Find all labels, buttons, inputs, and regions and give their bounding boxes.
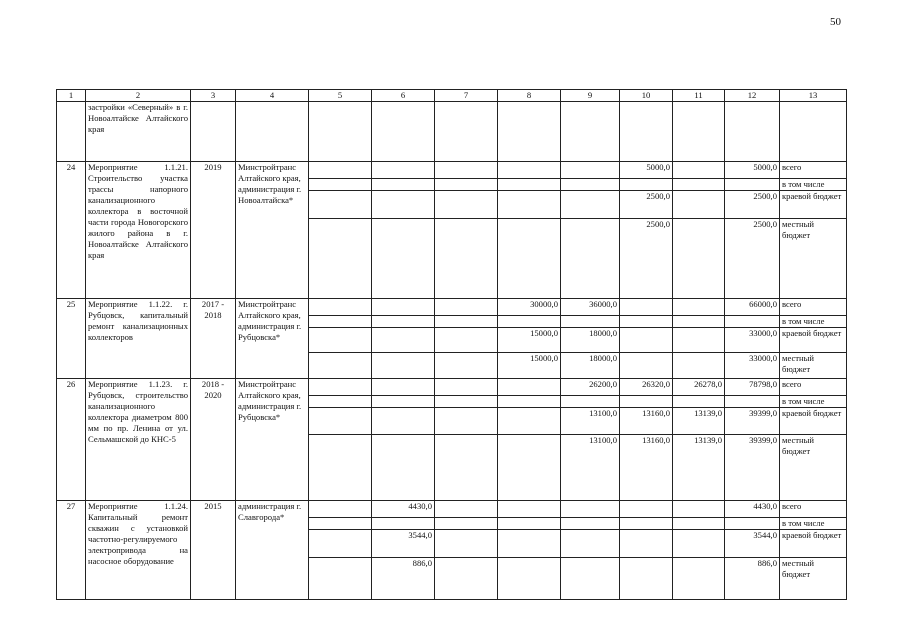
amount-cell-c6 <box>372 162 435 179</box>
amount-cell-c6 <box>372 379 435 396</box>
amount-cell-c12: 39399,0 <box>725 408 780 435</box>
amount-cell-c8 <box>498 191 561 219</box>
header-cell: 1 <box>57 90 86 102</box>
amount-cell-c10: 2500,0 <box>620 219 673 299</box>
funding-source: всего <box>780 379 847 396</box>
page-number: 50 <box>830 16 841 28</box>
amount-cell-c9 <box>561 530 620 558</box>
amount-cell-c7 <box>435 162 498 179</box>
amount-cell-c9 <box>561 179 620 191</box>
header-cell: 5 <box>309 90 372 102</box>
amount-cell-c8 <box>498 518 561 530</box>
amount-cell-c11 <box>673 530 725 558</box>
header-cell: 2 <box>86 90 191 102</box>
funding-source: краевой бюджет <box>780 408 847 435</box>
header-cell: 9 <box>561 90 620 102</box>
amount-cell-c5 <box>309 353 372 379</box>
amount-cell-c6 <box>372 299 435 316</box>
amount-cell-c5 <box>309 408 372 435</box>
amount-cell-c8 <box>498 501 561 518</box>
amount-cell-c10 <box>620 518 673 530</box>
amount-cell-c5 <box>309 162 372 179</box>
amount-cell-c9 <box>561 501 620 518</box>
amount-cell-c9 <box>561 518 620 530</box>
row-number-cell: 26 <box>57 379 86 501</box>
amount-cell-c9: 13100,0 <box>561 408 620 435</box>
funding-source: всего <box>780 162 847 179</box>
amount-cell-c9 <box>561 316 620 328</box>
measure-years: 2017 - 2018 <box>191 299 236 379</box>
amount-cell-c12 <box>725 518 780 530</box>
amount-cell-c11 <box>673 353 725 379</box>
amount-cell-c6 <box>372 328 435 353</box>
amount-cell-c9 <box>561 558 620 600</box>
amount-cell-c9 <box>561 191 620 219</box>
amount-cell-c6 <box>372 353 435 379</box>
amount-cell-c5 <box>309 179 372 191</box>
funding-source: в том числе <box>780 316 847 328</box>
amount-cell-c7 <box>435 501 498 518</box>
amount-cell-c11 <box>673 396 725 408</box>
amount-cell-c11 <box>673 299 725 316</box>
row-number-cell <box>57 102 86 162</box>
amount-cell-c12 <box>725 179 780 191</box>
amount-cell-c7 <box>435 316 498 328</box>
row-number-cell: 27 <box>57 501 86 600</box>
amount-cell-c6: 3544,0 <box>372 530 435 558</box>
amount-cell-c7 <box>435 408 498 435</box>
amount-cell-c7 <box>435 396 498 408</box>
amount-cell-c11 <box>673 558 725 600</box>
amount-cell-c7 <box>435 353 498 379</box>
amount-cell-c10 <box>620 558 673 600</box>
amount-cell-c9: 18000,0 <box>561 353 620 379</box>
amount-cell-c6 <box>372 396 435 408</box>
amount-cell-c6 <box>372 191 435 219</box>
amount-cell-c8 <box>498 530 561 558</box>
measure-name: Мероприятие 1.1.24. Капитальный ремонт скважин с установкой частотно-регулируемого электропривода на насосное оборудование <box>86 501 191 600</box>
amount-cell-c9 <box>561 162 620 179</box>
header-cell: 6 <box>372 90 435 102</box>
amount-cell-c12: 2500,0 <box>725 191 780 219</box>
amount-cell-c7 <box>435 328 498 353</box>
amount-cell-c10 <box>620 179 673 191</box>
amount-cell-c5 <box>309 558 372 600</box>
amount-cell-c6: 4430,0 <box>372 501 435 518</box>
measure-years: 2019 <box>191 162 236 299</box>
amount-cell-c6: 886,0 <box>372 558 435 600</box>
measure-executor: Минстройтранс Алтайского края, администрация г. Рубцовска* <box>236 379 309 501</box>
amount-cell-c12: 66000,0 <box>725 299 780 316</box>
amount-cell-c5 <box>309 501 372 518</box>
continuation-row <box>57 102 847 162</box>
measure-name: застройки «Северный» в г. Новоалтайске Алтайского края <box>86 102 191 162</box>
amount-cell-c11 <box>673 328 725 353</box>
amount-cell-c11 <box>673 518 725 530</box>
amount-cell-c7 <box>435 299 498 316</box>
measure-executor: администрация г. Славгорода* <box>236 501 309 600</box>
column-number-header <box>57 90 847 102</box>
amount-cell-c11 <box>673 219 725 299</box>
measure-name: Мероприятие 1.1.21. Строительство участка трассы напорного канализационного коллектора в восточной части города Новогорского жилого района в г. Новоалтайске Алтайского края <box>86 162 191 299</box>
table-row <box>57 162 847 179</box>
amount-cell-c11: 13139,0 <box>673 408 725 435</box>
amount-cell-c12: 886,0 <box>725 558 780 600</box>
amount-cell-c8 <box>498 179 561 191</box>
amount-cell-c12: 33000,0 <box>725 328 780 353</box>
funding-source: краевой бюджет <box>780 191 847 219</box>
funding-source: в том числе <box>780 179 847 191</box>
amount-cell-c11 <box>673 191 725 219</box>
amount-cell-c6 <box>372 408 435 435</box>
funding-source: в том числе <box>780 518 847 530</box>
header-cell: 11 <box>673 90 725 102</box>
amount-cell-c5 <box>309 396 372 408</box>
amount-cell-c11 <box>673 501 725 518</box>
amount-cell-c6 <box>372 316 435 328</box>
amount-cell-c12: 78798,0 <box>725 379 780 396</box>
header-cell: 12 <box>725 90 780 102</box>
amount-cell-c8 <box>498 316 561 328</box>
amount-cell-c8 <box>498 435 561 501</box>
amount-cell-c12: 3544,0 <box>725 530 780 558</box>
amount-cell-c10 <box>620 530 673 558</box>
amount-cell-c6 <box>372 435 435 501</box>
amount-cell-c7 <box>435 379 498 396</box>
funding-source: всего <box>780 299 847 316</box>
amount-cell-c7 <box>435 435 498 501</box>
table-row <box>57 299 847 316</box>
amount-cell-c10: 26320,0 <box>620 379 673 396</box>
measure-executor: Минстройтранс Алтайского края, администрация г. Новоалтайска* <box>236 162 309 299</box>
header-cell: 3 <box>191 90 236 102</box>
table-row <box>57 379 847 396</box>
amount-cell-c10 <box>620 501 673 518</box>
program-measures-table <box>56 89 847 600</box>
header-cell: 4 <box>236 90 309 102</box>
amount-cell-c9: 26200,0 <box>561 379 620 396</box>
measure-name: Мероприятие 1.1.22. г. Рубцовск, капитальный ремонт канализационных коллекторов <box>86 299 191 379</box>
row-number-cell: 24 <box>57 162 86 299</box>
amount-cell-c10: 13160,0 <box>620 408 673 435</box>
amount-cell-c10 <box>620 299 673 316</box>
funding-source: всего <box>780 501 847 518</box>
amount-cell-c11 <box>673 179 725 191</box>
amount-cell-c11 <box>673 162 725 179</box>
header-cell: 8 <box>498 90 561 102</box>
header-cell: 10 <box>620 90 673 102</box>
amount-cell-c12: 2500,0 <box>725 219 780 299</box>
amount-cell-c8 <box>498 219 561 299</box>
amount-cell-c12 <box>725 316 780 328</box>
measure-name: Мероприятие 1.1.23. г. Рубцовск, строительство канализационного коллектора диаметром 800 мм по пр. Ленина от ул. Сельмашской до КНС-5 <box>86 379 191 501</box>
funding-source: краевой бюджет <box>780 530 847 558</box>
amount-cell-c9: 18000,0 <box>561 328 620 353</box>
amount-cell-c11: 26278,0 <box>673 379 725 396</box>
amount-cell-c5 <box>309 191 372 219</box>
amount-cell-c6 <box>372 518 435 530</box>
funding-source: краевой бюджет <box>780 328 847 353</box>
amount-cell-c5 <box>309 379 372 396</box>
amount-cell-c10: 2500,0 <box>620 191 673 219</box>
amount-cell-c9 <box>561 219 620 299</box>
amount-cell-c8 <box>498 408 561 435</box>
amount-cell-c9: 13100,0 <box>561 435 620 501</box>
amount-cell-c12: 33000,0 <box>725 353 780 379</box>
funding-source: местный бюджет <box>780 558 847 600</box>
amount-cell-c6 <box>372 219 435 299</box>
amount-cell-c12 <box>725 396 780 408</box>
amount-cell-c11 <box>673 316 725 328</box>
funding-source: местный бюджет <box>780 353 847 379</box>
amount-cell-c7 <box>435 558 498 600</box>
funding-source: местный бюджет <box>780 435 847 501</box>
amount-cell-c11: 13139,0 <box>673 435 725 501</box>
amount-cell-c8 <box>498 162 561 179</box>
funding-source: местный бюджет <box>780 219 847 299</box>
amount-cell-c9 <box>561 396 620 408</box>
amount-cell-c12: 4430,0 <box>725 501 780 518</box>
amount-cell-c8: 30000,0 <box>498 299 561 316</box>
amount-cell-c5 <box>309 328 372 353</box>
amount-cell-c8 <box>498 396 561 408</box>
amount-cell-c7 <box>435 530 498 558</box>
measure-years: 2015 <box>191 501 236 600</box>
header-cell: 7 <box>435 90 498 102</box>
table-row <box>57 501 847 518</box>
amount-cell-c6 <box>372 179 435 191</box>
amount-cell-c12: 5000,0 <box>725 162 780 179</box>
amount-cell-c8 <box>498 558 561 600</box>
amount-cell-c7 <box>435 191 498 219</box>
amount-cell-c10 <box>620 328 673 353</box>
amount-cell-c5 <box>309 299 372 316</box>
amount-cell-c8 <box>498 379 561 396</box>
header-cell: 13 <box>780 90 847 102</box>
amount-cell-c5 <box>309 219 372 299</box>
amount-cell-c5 <box>309 435 372 501</box>
amount-cell-c8: 15000,0 <box>498 328 561 353</box>
measure-years: 2018 - 2020 <box>191 379 236 501</box>
amount-cell-c7 <box>435 219 498 299</box>
amount-cell-c5 <box>309 316 372 328</box>
amount-cell-c10 <box>620 316 673 328</box>
amount-cell-c7 <box>435 518 498 530</box>
amount-cell-c5 <box>309 518 372 530</box>
amount-cell-c10: 13160,0 <box>620 435 673 501</box>
amount-cell-c8: 15000,0 <box>498 353 561 379</box>
row-number-cell: 25 <box>57 299 86 379</box>
amount-cell-c12: 39399,0 <box>725 435 780 501</box>
measure-executor: Минстройтранс Алтайского края, администрация г. Рубцовска* <box>236 299 309 379</box>
amount-cell-c10: 5000,0 <box>620 162 673 179</box>
amount-cell-c7 <box>435 179 498 191</box>
amount-cell-c5 <box>309 530 372 558</box>
funding-source: в том числе <box>780 396 847 408</box>
amount-cell-c10 <box>620 353 673 379</box>
amount-cell-c10 <box>620 396 673 408</box>
amount-cell-c9: 36000,0 <box>561 299 620 316</box>
